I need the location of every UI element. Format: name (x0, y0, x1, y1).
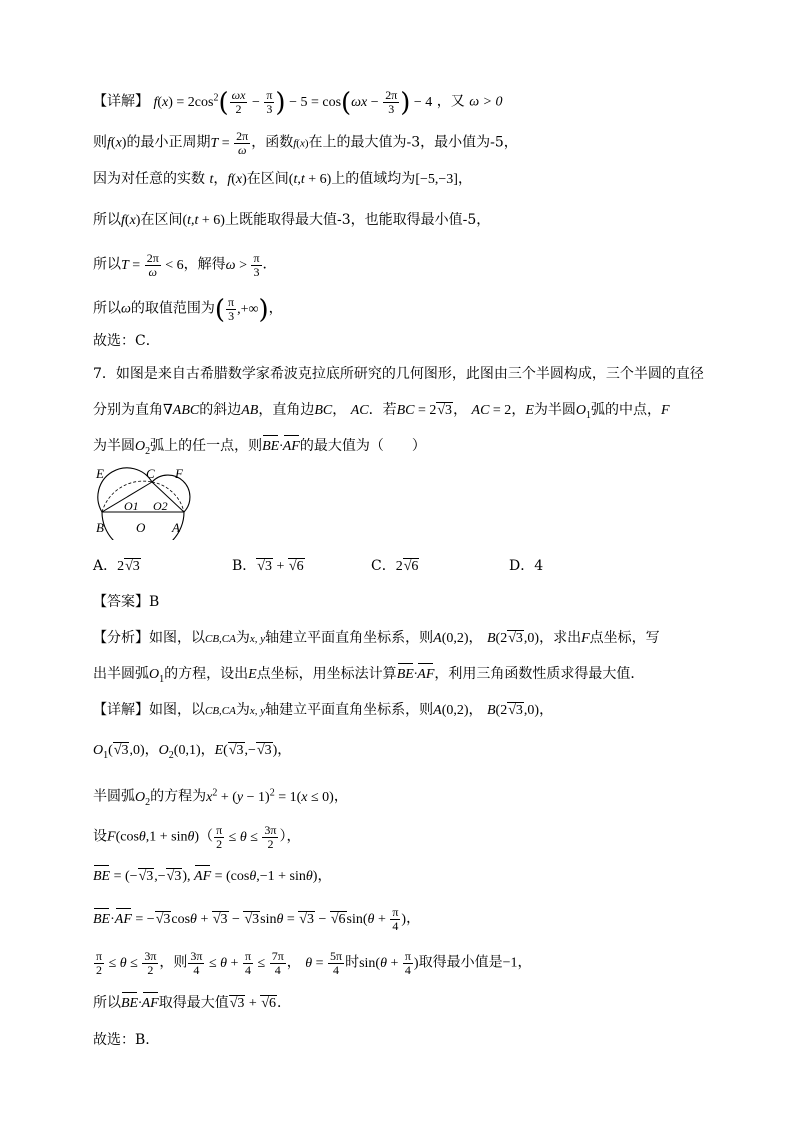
geometry-figure (92, 466, 192, 540)
detail-line-1: 【详解】 $f(x) = 2\cos^2$( $\frac{\omega x}{2}$ − $\frac{\pi}{3}$ ) − 5 = cos(ωx − $\frac{2\pi}{3}$ ) − 4 ，又 ω > 0 (93, 87, 503, 118)
question-7-line-2: 分别为直角∇ABC的斜边AB，直角边BC， AC．若BC = 2√3， AC = 2，E为半圆$O_1$弧的中点，F (93, 402, 670, 421)
question-7-line-3: 为半圆$O_2$弧上的任一点，则BE·AF的最大值为（ ） (93, 438, 426, 457)
detail-line-5: 所以T = $\frac{2\pi}{\omega}$ < 6，解得ω > $\frac{\pi}{3}$ ． (93, 251, 277, 279)
solution-line-3: 半圆弧$O_2$的方程为$x^2 + (y - 1)^2 = 1(x \le 0)$， (93, 787, 348, 808)
label-o2: O2 (153, 499, 168, 513)
detail-label: 【详解】 (93, 93, 149, 110)
analysis-line-1: 【分析】如图，以CB,CA为x, y轴建立平面直角坐标系，则A(0,2)， B(2√3,0)，求出F点坐标，写 (93, 630, 660, 646)
detail-choice: 故选：C． (93, 333, 160, 349)
solution-line-6: BE·AF = −√3cosθ + √3 − √3sinθ = √3 − √6sin(θ + $\frac{\pi}{4}$ )， (93, 905, 421, 933)
option-a: A．2√3 (93, 558, 140, 574)
solution-line-7: $\frac{\pi}{2}$ ≤ θ ≤ $\frac{3\pi}{2}$ ，则 $\frac{3\pi}{4}$ ≤ θ + $\frac{\pi}{4}$ ≤ $\frac{7\pi}{4}$ ， θ = $\frac{5\pi}{4}$ 时sin(θ + $\frac{\pi}{4}$ )取得最小值是−1， (96, 949, 532, 977)
label-a: A (172, 520, 180, 535)
option-d: D．4 (509, 558, 544, 574)
label-e: E (96, 466, 104, 481)
solution-line-8: 所以BE·AF取得最大值√3 + √6． (93, 993, 291, 1014)
formula-f: $f(x) = 2\cos^2$( $\frac{\omega x}{2}$ − $\frac{\pi}{3}$ ) − 5 = cos(ωx − $\frac{2\pi}{3}$ ) − 4 (153, 87, 433, 118)
label-b: B (96, 520, 104, 535)
solution-choice: 故选：B. (93, 1032, 150, 1048)
solution-line-5: BE = (−√3,−√3), AF = (cosθ,−1 + sinθ)， (93, 866, 331, 887)
label-c: C (146, 466, 155, 481)
solution-line-2: $O_1(√3,0)$，$O_2(0,1)$，E(√3,−√3)， (93, 742, 292, 761)
answer: 【答案】B (93, 594, 160, 610)
label-f: F (175, 466, 183, 481)
question-7-line-1: 7．如图是来自古希腊数学家希波克拉底所研究的几何图形，此图由三个半圆构成，三个半圆的直径 (93, 366, 704, 382)
option-b: B．√3 + √6 (232, 558, 304, 574)
detail-line-6: 所以ω的取值范围为( $\frac{\pi}{3}$ ,+∞)， (93, 294, 283, 325)
analysis-line-2: 出半圆弧$O_1$的方程，设出E点坐标，用坐标法计算BE·AF，利用三角函数性质求得最大值． (93, 666, 645, 685)
omega-condition: ω > 0 (469, 94, 503, 110)
detail-line-3: 因为对任意的实数 t，f(x)在区间(t,t + 6)上的值域均为[−5,−3]， (93, 171, 472, 187)
detail-line-2: 则f(x)的最小正周期T = $\frac{2\pi}{\omega}$ ，函数f(x)在上的最大值为-3，最小值为-5， (93, 129, 518, 157)
detail-line-4: 所以f(x)在区间(t,t + 6)上既能取得最大值-3，也能取得最小值-5， (93, 212, 491, 228)
option-c: C．2√6 (371, 558, 419, 574)
label-o: O (136, 520, 146, 535)
solution-line-4: 设F(cosθ,1 + sinθ)（ $\frac{\pi}{2}$ ≤ θ ≤ $\frac{3\pi}{2}$ ）， (93, 823, 301, 851)
solution-line-1: 【详解】如图，以CB,CA为x, y轴建立平面直角坐标系，则A(0,2)， B(2√3,0)， (93, 702, 554, 718)
label-o1: O1 (124, 499, 139, 513)
